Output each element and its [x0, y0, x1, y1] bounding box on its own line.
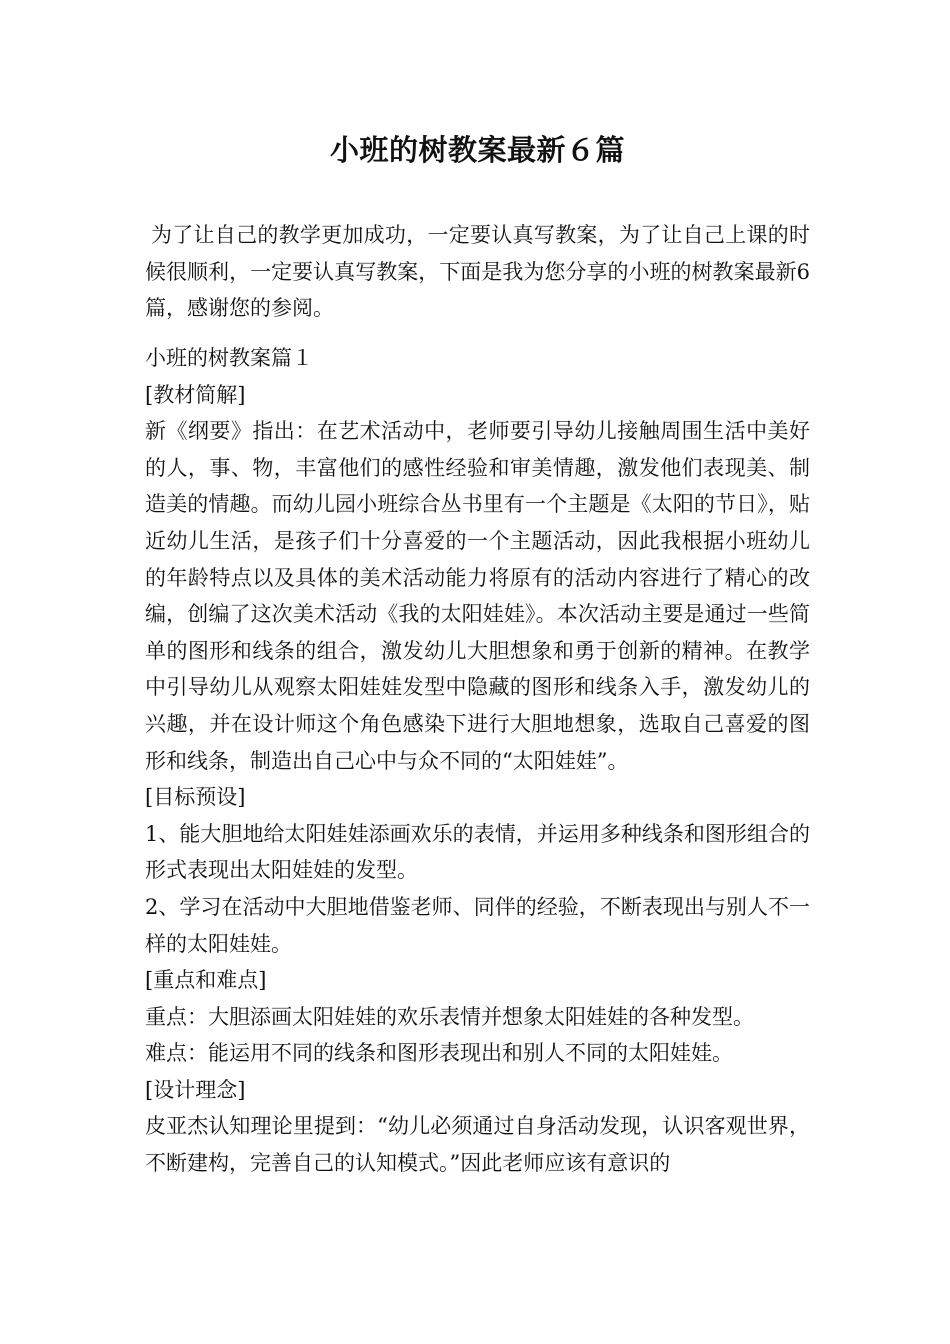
- key-point: 重点：大胆添画太阳娃娃的欢乐表情并想象太阳娃娃的各种发型。: [145, 1004, 754, 1029]
- goal-item-1: 1、能大胆地给太阳娃娃添画欢乐的表情，并运用多种线条和图形组合的形式表现出太阳娃娃的发型。: [145, 821, 810, 883]
- document-title: 小班的树教案最新６篇: [329, 133, 625, 167]
- intro-paragraph: 为了让自己的教学更加成功，一定要认真写教案，为了让自己上课的时候很顺利，一定要认真写教案，下面是我为您分享的小班的树教案最新6篇，感谢您的参阅。: [145, 223, 810, 320]
- goal-item-2: 2、学习在活动中大胆地借鉴老师、同伴的经验，不断表现出与别人不一样的太阳娃娃。: [145, 894, 810, 956]
- subheading-goals: [目标预设]: [145, 785, 246, 810]
- subheading-design-concept: [设计理念]: [145, 1077, 246, 1102]
- paragraph-design-concept: 皮亚杰认知理论里提到：“幼儿必须通过自身活动发现，认识客观世界，不断建构，完善自己的认知模式。”因此老师应该有意识的: [145, 1114, 810, 1176]
- subheading-key-difficult-points: [重点和难点]: [145, 968, 267, 993]
- paragraph-teaching-material: 新《纲要》指出：在艺术活动中，老师要引导幼儿接触周围生活中美好的人，事、物，丰富他们的感性经验和审美情趣，激发他们表现美、制造美的情趣。而幼儿园小班综合丛书里有一个主题是《太阳的节日》，贴近幼儿生活，是孩子们十分喜爱的一个主题活动，因此我根据小班幼儿的年龄特点以及具体的美术活动能力将原有的活动内容进行了精心的改编，创编了这次美术活动《我的太阳娃娃》。本次活动主要是通过一些简单的图形和线条的组合，激发幼儿大胆想象和勇于创新的精神。在教学中引导幼儿从观察太阳娃娃发型中隐藏的图形和线条入手，激发幼儿的兴趣，并在设计师这个角色感染下进行大胆地想象，选取自己喜爱的图形和线条，制造出自己心中与众不同的“太阳娃娃”。: [145, 419, 810, 773]
- document-body: [145, 340, 810, 1182]
- difficult-point: 难点：能运用不同的线条和图形表现出和别人不同的太阳娃娃。: [145, 1041, 733, 1066]
- section-heading: 小班的树教案篇１: [145, 346, 313, 370]
- subheading-teaching-material: [教材简解]: [145, 382, 246, 407]
